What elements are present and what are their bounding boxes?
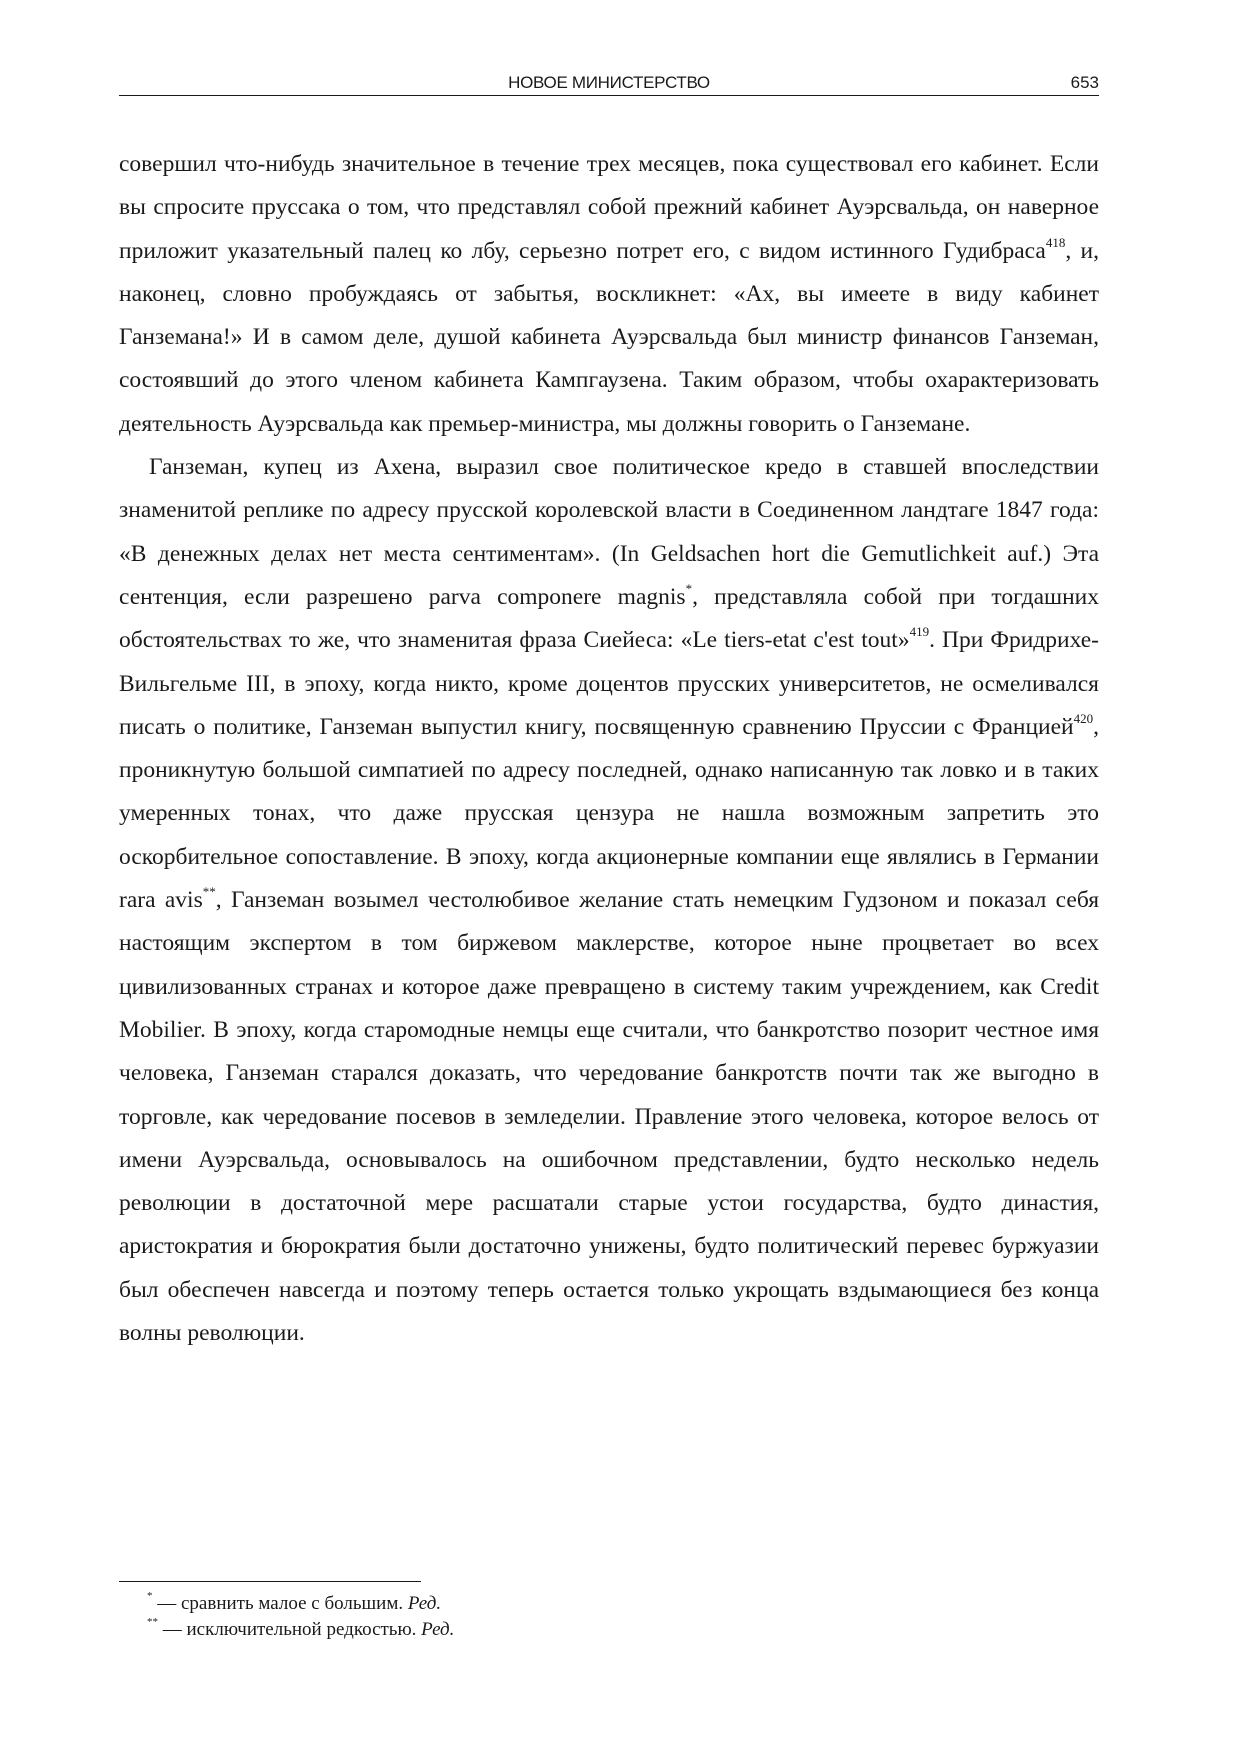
footnote xyxy=(147,1591,1047,1617)
footnote-ref-double-star: ** xyxy=(202,884,216,900)
footnotes xyxy=(147,1591,1047,1643)
text-run: , представляла собой при тогдашних обстоятельствах то же, что знаменитая фраза Сиейеса: «Le tiers-etat c'est tout» xyxy=(119,583,1099,654)
text-run: Ганземан, купец из Ахена, выразил свое политическое кредо в ставшей впоследствии знаменитой реплике по адресу прусской королевской власти в Соединенном ландтаге 1847 года: «В денежных делах нет места сентиментам». (In Geldsachen hort die Gemutlichkeit auf.) Эта сентенция, если разрешено parva componere magnis xyxy=(119,454,1099,610)
footnote-ref-star: * xyxy=(685,581,693,597)
text-run: , проникнутую большой симпатией по адресу последней, однако написанную так ловко и в таких умеренных тонах, что даже прусская цензура не нашла возможным запретить это оскорбительное сопоставление. В эпоху, когда акционерные компании еще являлись в Германии rara avis xyxy=(119,713,1099,914)
header-rule xyxy=(119,95,1099,96)
text-run: , Ганземан возымел честолюбивое желание стать немецким Гудзоном и показал себя настоящим экспертом в том биржевом маклерстве, которое ныне процветает во всех цивилизованных странах и которое даже превращено в систему таким учреждением, как Credit Mobilier. В эпоху, когда старомодные немцы еще считали, что банкротство позорит честное имя человека, Ганземан старался доказать, что чередование банкротств почти так же выгодно в торговле, как чередование посевов в земледелии. Правление этого человека, которое велось от имени Ауэрсвальда, основывалось на ошибочном представлении, будто несколько недель революции в достаточной мере расшатали старые устои государства, будто династия, аристократия и бюрократия были достаточно унижены, будто политический перевес буржуазии был обеспечен навсегда и поэтому теперь остается только укрощать вздымающиеся без конца волны революции. xyxy=(119,887,1099,1347)
footnote xyxy=(147,1617,1047,1643)
body-text xyxy=(119,143,1099,1355)
text-run: совершил что-нибудь значительное в течение трех месяцев, пока существовал его кабинет. Если вы спросите пруссака о том, что представлял собой прежний кабинет Ауэрсвальда, он наверное приложит указательный палец ко лбу, серьезно потрет его, с видом истинного Гудибраса xyxy=(119,151,1099,264)
endnote-ref-419: 419 xyxy=(909,624,930,640)
footnote-editor-note: Ред. xyxy=(421,1619,455,1640)
footnote-editor-note: Ред. xyxy=(407,1593,442,1614)
footnote-text: — исключительной редкостью. xyxy=(158,1619,422,1640)
running-title: НОВОЕ МИНИСТЕРСТВО xyxy=(508,73,710,92)
endnote-ref-418: 418 xyxy=(1045,234,1066,250)
footnote-separator xyxy=(119,1581,421,1582)
endnote-ref-420: 420 xyxy=(1073,711,1094,727)
footnote-text: — сравнить малое с большим. xyxy=(152,1593,408,1614)
footnote-mark: * xyxy=(147,1589,153,1602)
page-number: 653 xyxy=(1070,73,1099,92)
text-run: . При Фридрихе-Вильгельме III, в эпоху, когда никто, кроме доцентов прусских университетов, не осмеливался писать о политике, Ганземан выпустил книгу, посвященную сравнению Пруссии с Францией xyxy=(119,627,1099,740)
paragraph xyxy=(119,143,1099,446)
text-run: , и, наконец, словно пробуждаясь от забытья, воскликнет: «Ах, вы имеете в виду кабинет Ганземана!» И в самом деле, душой кабинета Ауэрсвальда был министр финансов Ганземан, состоявший до этого членом кабинета Кампгаузена. Таким образом, чтобы охарактеризовать деятельность Ауэрсвальда как премьер-министра, мы должны говорить о Ганземане. xyxy=(119,237,1100,437)
page-header xyxy=(119,71,1099,95)
paragraph xyxy=(119,446,1099,1355)
footnote-mark: ** xyxy=(147,1615,158,1628)
